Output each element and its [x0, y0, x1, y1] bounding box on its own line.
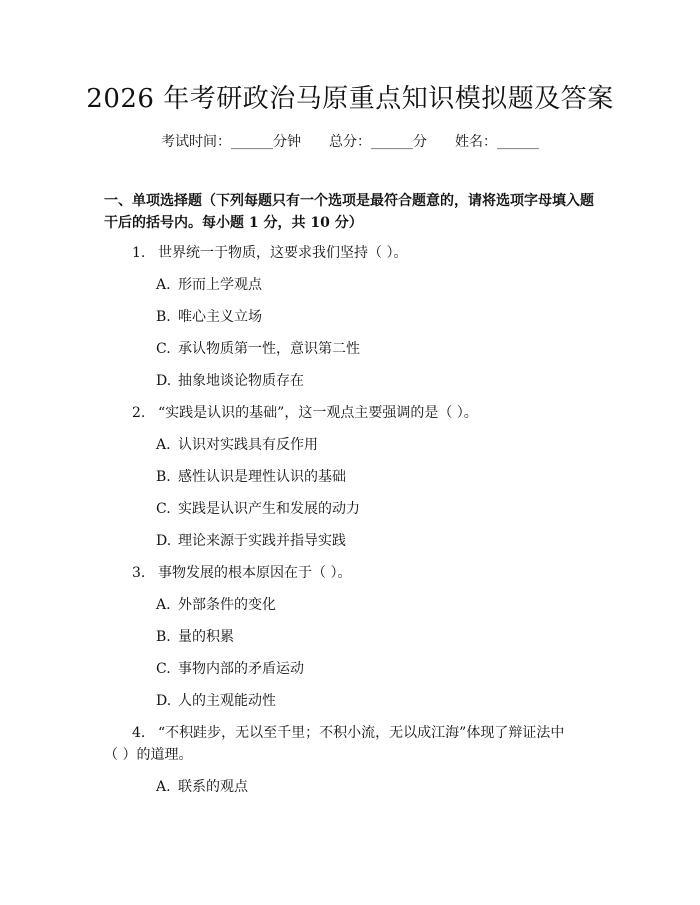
option-text: 理论来源于实践并指导实践: [178, 533, 346, 549]
option-item: [156, 434, 318, 456]
total-score-unit: 分: [413, 134, 427, 150]
option-item: [156, 274, 262, 296]
option-letter: D.: [156, 373, 172, 389]
exam-time-label: 考试时间：: [161, 134, 231, 150]
option-item: [156, 658, 304, 680]
exam-time-blank: ______: [231, 134, 273, 150]
question-text-line-2: （ ）的道理。: [104, 747, 193, 763]
name-label: 姓名：: [455, 134, 497, 150]
option-letter: A.: [156, 437, 171, 453]
section-heading: [104, 190, 604, 234]
option-letter: A.: [156, 277, 171, 293]
section-heading-line-2: 干后的括号内。每小题 1 分，共 10 分）: [104, 215, 363, 231]
option-item: [156, 530, 346, 552]
total-score-field: [329, 132, 427, 152]
total-score-blank: ______: [371, 134, 413, 150]
option-letter: A.: [156, 779, 171, 795]
option-text: 形而上学观点: [178, 277, 262, 293]
option-item: [156, 776, 248, 798]
option-text: 抽象地谈论物质存在: [178, 373, 304, 389]
option-letter: A.: [156, 597, 171, 613]
question-number: 4.: [132, 725, 146, 741]
option-letter: D.: [156, 693, 172, 709]
exam-time-field: [161, 132, 301, 152]
question-text-line-1: “不积跬步，无以至千里；不积小流，无以成江海”体现了辩证法中: [158, 725, 565, 741]
option-text: 实践是认识产生和发展的动力: [178, 501, 360, 517]
total-score-label: 总分：: [329, 134, 371, 150]
option-item: [156, 370, 304, 392]
option-letter: C.: [156, 501, 171, 517]
option-text: 感性认识是理性认识的基础: [178, 469, 346, 485]
question-stem: [132, 562, 351, 584]
question-text: “实践是认识的基础”，这一观点主要强调的是（ ）。: [158, 405, 478, 421]
question-text: 世界统一于物质，这要求我们坚持（ ）。: [158, 245, 408, 261]
question-stem-continuation: [104, 744, 192, 766]
question-stem: [132, 242, 407, 264]
name-field: [455, 132, 539, 152]
option-letter: C.: [156, 341, 171, 357]
question-stem: [132, 402, 478, 424]
option-text: 唯心主义立场: [178, 309, 262, 325]
name-blank: ______: [497, 134, 539, 150]
option-item: [156, 338, 360, 360]
question-text: 事物发展的根本原因在于（ ）。: [158, 565, 352, 581]
question-number: 3.: [132, 565, 146, 581]
question-stem: [132, 722, 564, 744]
option-text: 承认物质第一性，意识第二性: [178, 341, 360, 357]
option-text: 量的积累: [178, 629, 234, 645]
option-text: 认识对实践具有反作用: [178, 437, 318, 453]
option-text: 人的主观能动性: [178, 693, 276, 709]
option-letter: B.: [156, 309, 171, 325]
option-text: 事物内部的矛盾运动: [178, 661, 304, 677]
option-item: [156, 626, 234, 648]
exam-info-row: [0, 132, 700, 152]
option-item: [156, 466, 346, 488]
section-heading-line-1: 一、单项选择题（下列每题只有一个选项是最符合题意的，请将选项字母填入题: [104, 193, 594, 209]
option-item: [156, 498, 360, 520]
question-number: 1.: [132, 245, 146, 261]
option-letter: B.: [156, 629, 171, 645]
option-text: 外部条件的变化: [178, 597, 276, 613]
option-text: 联系的观点: [178, 779, 248, 795]
option-item: [156, 306, 262, 328]
exam-time-unit: 分钟: [273, 134, 301, 150]
option-item: [156, 594, 276, 616]
page-title: 2026 年考研政治马原重点知识模拟题及答案: [86, 84, 614, 114]
question-number: 2.: [132, 405, 146, 421]
option-item: [156, 690, 276, 712]
option-letter: D.: [156, 533, 172, 549]
option-letter: B.: [156, 469, 171, 485]
option-letter: C.: [156, 661, 171, 677]
